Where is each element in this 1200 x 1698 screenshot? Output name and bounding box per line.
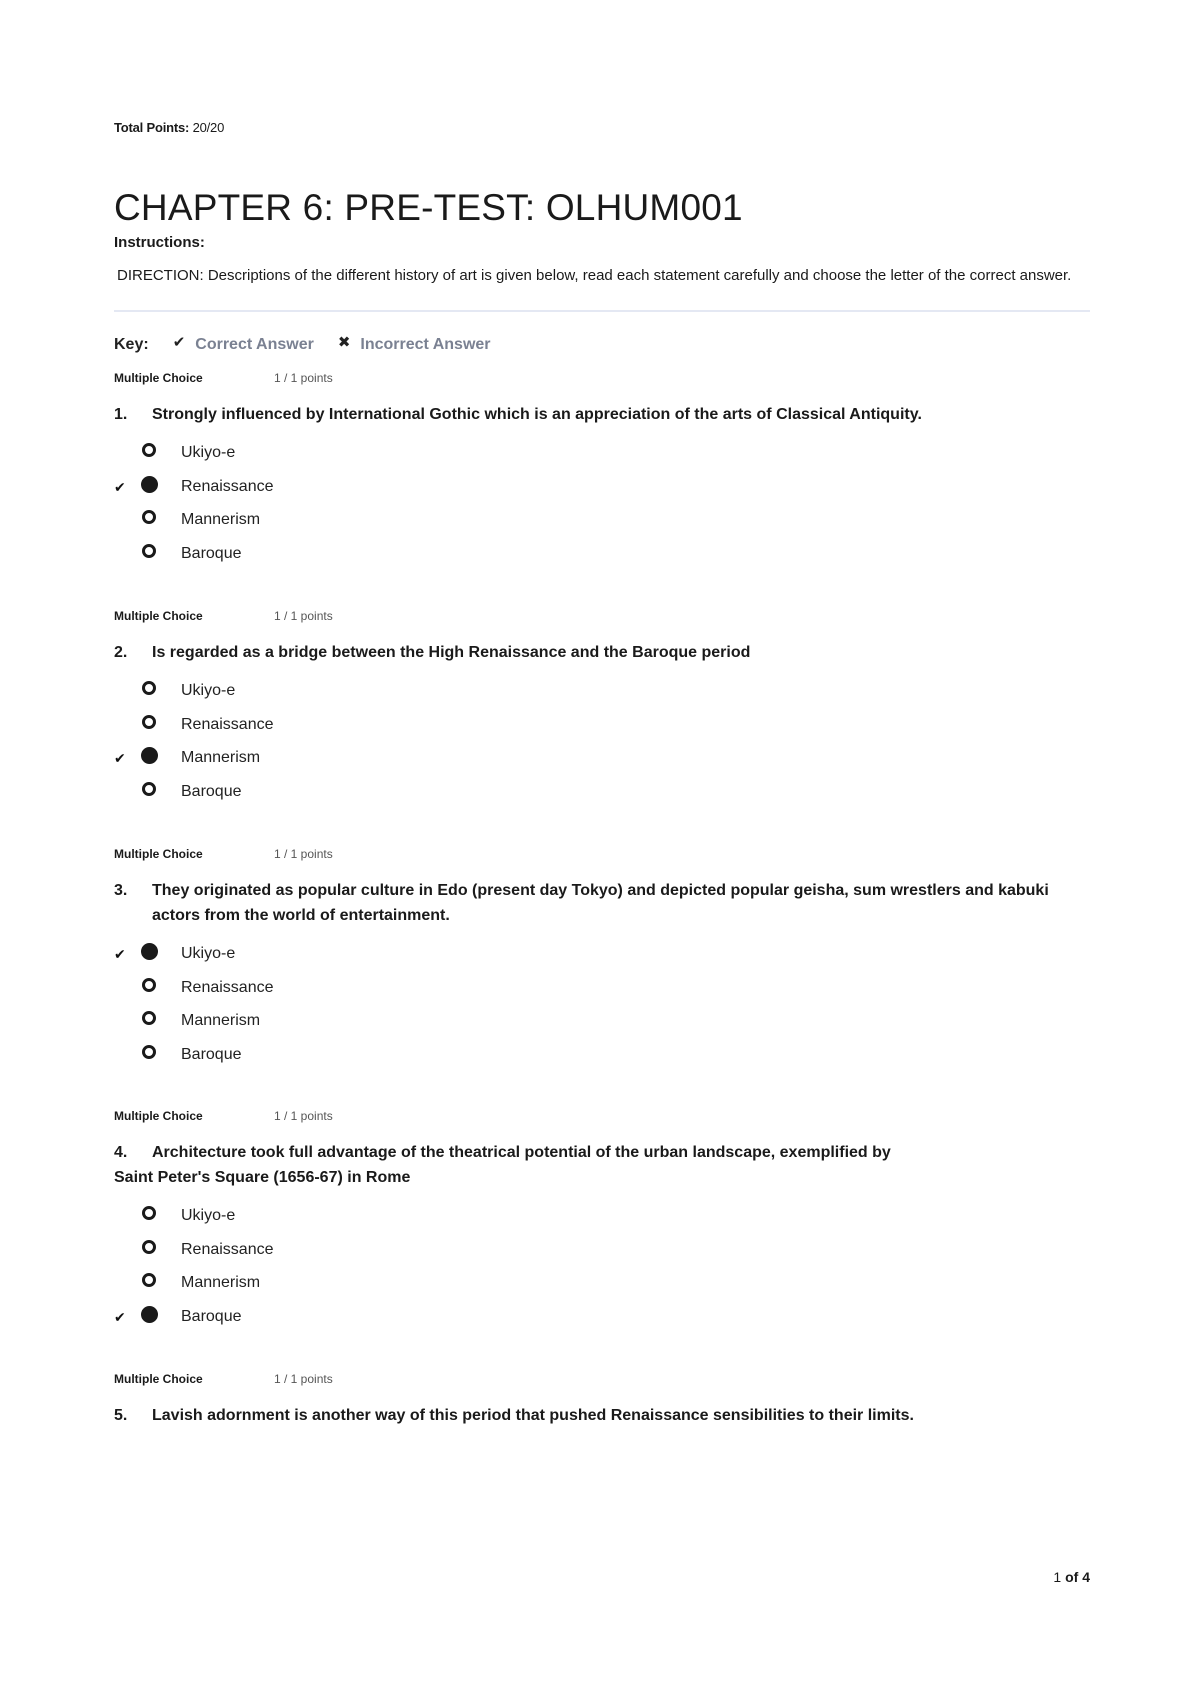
question-type: Multiple Choice (114, 371, 203, 385)
option-baroque[interactable] (114, 1039, 1094, 1073)
question-3 (114, 844, 1094, 1072)
options-list (114, 1200, 1094, 1334)
option-label: Mannerism (181, 1012, 261, 1029)
key-correct-label: Correct Answer (195, 336, 314, 353)
radio-unselected-icon[interactable] (142, 715, 156, 729)
check-icon: ✔ (114, 750, 126, 766)
question-meta (114, 606, 1094, 626)
question-5 (114, 1369, 1094, 1428)
total-points-label: Total Points: (114, 120, 190, 135)
key-label: Key: (114, 336, 149, 353)
question-body: Strongly influenced by International Gothic which is an appreciation of the arts of Classical Antiquity. (152, 406, 922, 423)
options-list (114, 675, 1094, 809)
radio-unselected-icon[interactable] (142, 443, 156, 457)
question-4 (114, 1106, 1094, 1334)
radio-unselected-icon[interactable] (142, 978, 156, 992)
option-renaissance[interactable] (114, 471, 1094, 505)
question-meta (114, 844, 1094, 864)
option-label: Ukiyo-e (181, 1207, 236, 1224)
question-number: 1. (114, 406, 128, 423)
question-type: Multiple Choice (114, 847, 203, 861)
radio-unselected-icon[interactable] (142, 1045, 156, 1059)
question-meta (114, 1369, 1094, 1389)
radio-unselected-icon[interactable] (142, 1273, 156, 1287)
check-icon: ✔ (172, 334, 186, 351)
question-number: 5. (114, 1407, 128, 1424)
question-points: 1 / 1 points (274, 371, 333, 385)
option-label: Renaissance (181, 477, 274, 495)
option-ukiyo-e[interactable] (114, 938, 1094, 972)
question-points: 1 / 1 points (274, 1109, 333, 1123)
key-incorrect-label: Incorrect Answer (360, 336, 491, 353)
option-label: Baroque (181, 1045, 242, 1063)
question-text (114, 1140, 1094, 1190)
question-text (114, 1403, 1094, 1428)
option-mannerism[interactable] (114, 742, 1094, 776)
option-renaissance[interactable] (114, 972, 1094, 1006)
option-label: Mannerism (181, 511, 261, 528)
option-mannerism[interactable] (114, 1005, 1094, 1039)
page-current: 1 (1053, 1569, 1062, 1585)
question-number: 2. (114, 644, 128, 661)
question-points: 1 / 1 points (274, 847, 333, 861)
question-meta (114, 1106, 1094, 1126)
radio-unselected-icon[interactable] (142, 681, 156, 695)
option-renaissance[interactable] (114, 1234, 1094, 1268)
radio-unselected-icon[interactable] (142, 544, 156, 558)
x-icon: ✖ (337, 334, 351, 351)
answer-key (114, 332, 515, 358)
radio-selected-icon[interactable] (141, 747, 158, 764)
options-list (114, 437, 1094, 571)
question-points: 1 / 1 points (274, 1372, 333, 1386)
option-baroque[interactable] (114, 538, 1094, 572)
key-correct (173, 336, 314, 354)
question-type: Multiple Choice (114, 1109, 203, 1123)
radio-unselected-icon[interactable] (142, 1206, 156, 1220)
option-label: Baroque (181, 544, 242, 562)
option-ukiyo-e[interactable] (114, 675, 1094, 709)
question-number: 3. (114, 882, 128, 899)
option-label: Renaissance (181, 978, 274, 996)
radio-unselected-icon[interactable] (142, 1011, 156, 1025)
question-meta (114, 368, 1094, 388)
option-label: Ukiyo-e (181, 444, 236, 461)
option-ukiyo-e[interactable] (114, 437, 1094, 471)
question-text (114, 402, 1094, 427)
total-points (114, 120, 224, 135)
option-baroque[interactable] (114, 1301, 1094, 1335)
radio-unselected-icon[interactable] (142, 1240, 156, 1254)
option-label: Baroque (181, 1307, 242, 1325)
option-baroque[interactable] (114, 776, 1094, 810)
instructions-text: DIRECTION: Descriptions of the different history of art is given below, read each statement carefully and choose the letter of the correct answer. (117, 267, 1072, 284)
question-type: Multiple Choice (114, 1372, 203, 1386)
option-mannerism[interactable] (114, 504, 1094, 538)
radio-selected-icon[interactable] (141, 943, 158, 960)
question-body: Is regarded as a bridge between the High Renaissance and the Baroque period (152, 644, 751, 661)
options-list (114, 938, 1094, 1072)
option-label: Renaissance (181, 715, 274, 733)
radio-selected-icon[interactable] (141, 1306, 158, 1323)
check-icon: ✔ (114, 478, 126, 495)
page-separator: of (1065, 1569, 1079, 1585)
total-points-value: 20/20 (192, 120, 225, 135)
page-title: CHAPTER 6: PRE-TEST: OLHUM001 (114, 187, 743, 228)
question-body: They originated as popular culture in Edo (present day Tokyo) and depicted popular geisha, sum wrestlers and kabuki actors from the world of entertainment. (152, 882, 1049, 924)
question-body: Lavish adornment is another way of this period that pushed Renaissance sensibilities to their limits. (152, 1407, 914, 1424)
page-indicator (1053, 1569, 1090, 1585)
instructions-label: Instructions: (114, 234, 205, 251)
question-points: 1 / 1 points (274, 609, 333, 623)
page-total: 4 (1082, 1569, 1090, 1585)
option-label: Mannerism (181, 749, 261, 766)
key-incorrect (338, 336, 491, 354)
question-body-line-2: Saint Peter's Square (1656-67) in Rome (114, 1169, 411, 1186)
option-label: Ukiyo-e (181, 682, 236, 699)
question-text (114, 878, 1094, 928)
option-label: Ukiyo-e (181, 945, 236, 962)
divider (114, 310, 1090, 312)
question-text (114, 640, 1094, 665)
option-label: Mannerism (181, 1274, 261, 1291)
question-number: 4. (114, 1144, 128, 1161)
option-mannerism[interactable] (114, 1267, 1094, 1301)
question-1 (114, 368, 1094, 571)
radio-unselected-icon[interactable] (142, 510, 156, 524)
question-body-line-1: Architecture took full advantage of the theatrical potential of the urban landscape, exemplified by (152, 1144, 891, 1161)
question-2 (114, 606, 1094, 809)
radio-unselected-icon[interactable] (142, 782, 156, 796)
option-ukiyo-e[interactable] (114, 1200, 1094, 1234)
check-icon: ✔ (114, 946, 126, 962)
option-label: Baroque (181, 782, 242, 800)
check-icon: ✔ (114, 1308, 126, 1325)
radio-selected-icon[interactable] (141, 476, 158, 493)
option-renaissance[interactable] (114, 709, 1094, 743)
option-label: Renaissance (181, 1240, 274, 1258)
question-type: Multiple Choice (114, 609, 203, 623)
